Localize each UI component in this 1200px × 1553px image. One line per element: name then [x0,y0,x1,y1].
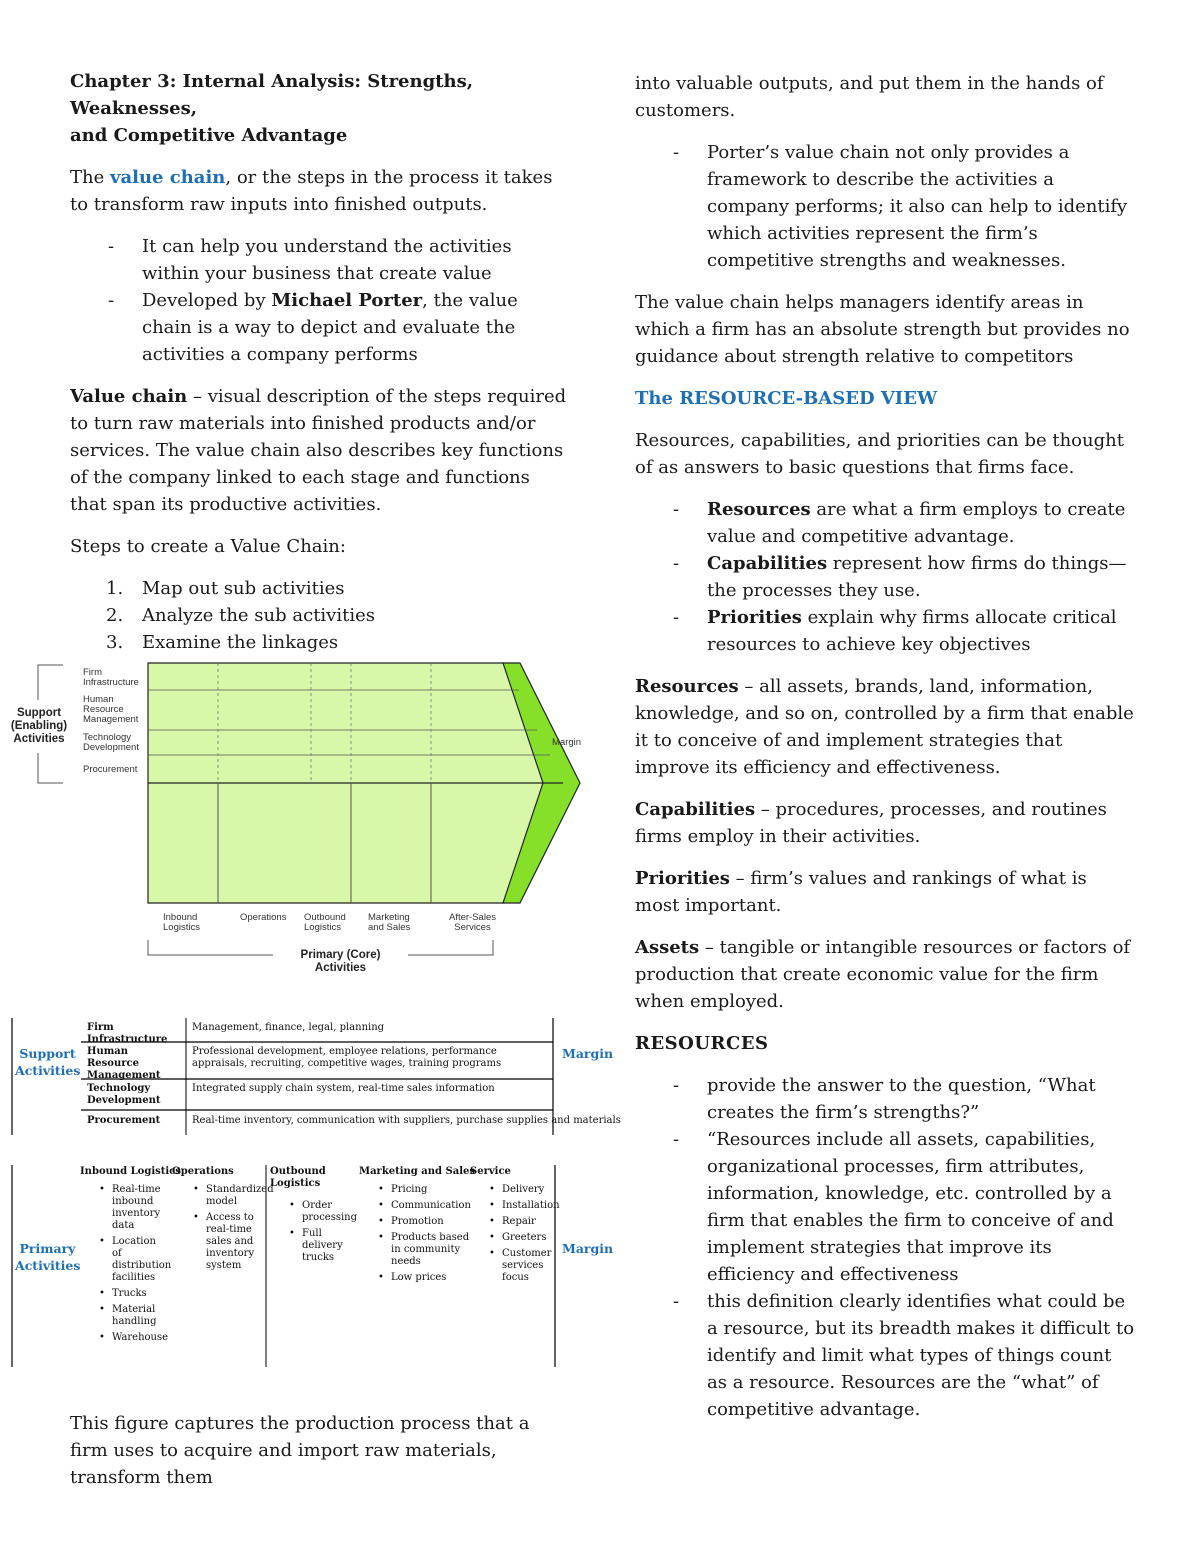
priorities-definition: Priorities – firm’s values and rankings of what is most important. [635,868,1087,916]
continuation-paragraph: into valuable outputs, and put them in the hands of customers. [635,73,1104,121]
support-activities-table [10,1015,621,1140]
primary-col-marketing: Marketing and Sales [368,912,411,933]
list-service [486,1184,560,1288]
row-name: Procurement [87,1115,161,1126]
margin-label: Margin [552,737,582,748]
col-head-inbound: Inbound Logistics [80,1166,181,1177]
primary-side-label: Primary Activities [15,1241,81,1273]
row-desc: Management, finance, legal, planning [192,1022,385,1033]
assets-definition: Assets – tangible or intangible resources or factors of production that create economic value for the firm when employed. [635,937,1131,1012]
list-item: • Standardized model [190,1184,260,1208]
support-side-label: Support Activities [15,1046,81,1078]
primary-activities-label: Primary (Core) Activities [300,949,381,974]
primary-activities-table [10,1162,614,1372]
col-head-service: Service [470,1166,511,1177]
primary-margin-label: Margin [562,1241,614,1256]
list-item: • Real-time inbound inventory data [96,1184,162,1232]
rbv-bullets [635,496,1135,658]
list-outbound [286,1200,358,1268]
intro-paragraph: The value chain, or the steps in the process it takes to transform raw inputs into finished outputs. [70,167,553,215]
list-item: - It can help you understand the activities within your business that create value [108,236,512,284]
resources-definition: Resources – all assets, brands, land, information, knowledge, and so on, controlled by a firm that enable it to conceive of and implement strategies that improve its efficiency and effectiveness. [635,676,1134,778]
col-head-operations: Operations [172,1166,234,1177]
list-item: 2. Analyze the sub activities [106,605,375,626]
list-item: • Low prices [375,1272,470,1284]
list-item: • Greeters [486,1232,554,1244]
resources-bullets [635,1072,1135,1423]
row-desc: Professional development, employee relations, performance appraisals, recruiting, competitive wages, training programs [192,1046,502,1069]
porter-bullets [635,139,1135,274]
steps-list [70,575,570,656]
value-chain-term: value chain [109,167,226,188]
list-item: • Installation [486,1200,554,1212]
left-column [70,68,570,671]
row-name: Human Resource Management [87,1046,161,1081]
list-item: • Warehouse [96,1332,162,1344]
list-item: - provide the answer to the question, “What creates the firm’s strengths?” [673,1075,1096,1123]
list-operations [190,1184,274,1276]
primary-col-inbound: Inbound Logistics [163,912,200,933]
list-item: • Communication [375,1200,470,1212]
list-item: • Repair [486,1216,554,1228]
list-item: • Material handling [96,1304,162,1328]
list-item: - Priorities explain why firms allocate critical resources to achieve key objectives [673,607,1117,655]
rbv-heading: The RESOURCE-BASED VIEW [635,388,938,409]
intro-bullets [70,233,570,368]
primary-col-outbound: Outbound Logistics [304,912,346,933]
list-item: • Trucks [96,1288,162,1300]
support-margin-label: Margin [562,1046,614,1061]
list-item: 3. Examine the linkages [106,632,339,653]
resources-heading: RESOURCES [635,1033,769,1054]
list-inbound [96,1184,172,1348]
list-item: • Location of distribution facilities [96,1236,162,1284]
list-item: 1. Map out sub activities [106,578,345,599]
list-item: - this definition clearly identifies what could be a resource, but its breadth makes it difficult to identify and limit what types of things count as a resource. Resources are the “what” of competitive advantage. [673,1291,1135,1420]
row-desc: Real-time inventory, communication with suppliers, purchase supplies and materials [192,1115,621,1126]
capabilities-definition: Capabilities – procedures, processes, and routines firms employ in their activities. [635,799,1107,847]
list-item: - Porter’s value chain not only provides a framework to describe the activities a company performs; it also can help to identify which activities represent the firm’s competitive strengths and weaknesses. [673,142,1128,271]
col-head-marketing: Marketing and Sales [359,1166,475,1177]
list-item: • Products based in community needs [375,1232,470,1268]
value-chain-diagram [8,655,598,985]
list-item: • Pricing [375,1184,470,1196]
support-row-technology: Technology Development [83,732,139,753]
list-item: • Full delivery trucks [286,1228,352,1264]
list-item: • Delivery [486,1184,554,1196]
support-row-hrm: Human Resource Management [83,694,139,725]
row-name: Technology Development [87,1083,161,1106]
rbv-intro: Resources, capabilities, and priorities can be thought of as answers to basic questions that firms face. [635,430,1124,478]
list-item: - Resources are what a firm employs to create value and competitive advantage. [673,499,1126,547]
list-marketing [375,1184,470,1288]
value-chain-definition: Value chain – visual description of the steps required to turn raw materials into finished products and/or services. The value chain also describes key functions of the company linked to each stage and functions that span its productive activities. [70,386,567,515]
chapter-title: Chapter 3: Internal Analysis: Strengths, Weaknesses, and Competitive Advantage [70,71,473,146]
primary-col-aftersales: After-Sales Services [449,912,496,933]
list-item: - Capabilities represent how firms do things—the processes they use. [673,553,1127,601]
value-chain-guidance: The value chain helps managers identify areas in which a firm has an absolute strength but provides no guidance about strength relative to competitors [635,292,1130,367]
support-activities-label: Support (Enabling) Activities [10,707,68,745]
support-row-firm-infrastructure: Firm Infrastructure [83,667,139,688]
closing-paragraph: This figure captures the production process that a firm uses to acquire and import raw materials, transform them [70,1413,530,1488]
steps-intro: Steps to create a Value Chain: [70,536,346,557]
row-name: Firm Infrastructure [87,1022,168,1045]
list-item: • Customer services focus [486,1248,554,1284]
list-item: • Promotion [375,1216,470,1228]
list-item: • Order processing [286,1200,352,1224]
list-item: - “Resources include all assets, capabilities, organizational processes, firm attributes, information, knowledge, etc. controlled by a firm that enables the firm to conceive of and implement strategies that improve its efficiency and effectiveness [673,1129,1114,1285]
row-desc: Integrated supply chain system, real-time sales information [192,1083,495,1094]
list-item: • Access to real-time sales and inventory system [190,1212,260,1272]
primary-col-operations: Operations [240,912,287,923]
right-column [635,70,1135,1438]
col-head-outbound: Outbound Logistics [270,1166,326,1189]
list-item: - Developed by Michael Porter, the value chain is a way to depict and evaluate the activities a company performs [108,290,518,365]
support-row-procurement: Procurement [83,764,138,775]
